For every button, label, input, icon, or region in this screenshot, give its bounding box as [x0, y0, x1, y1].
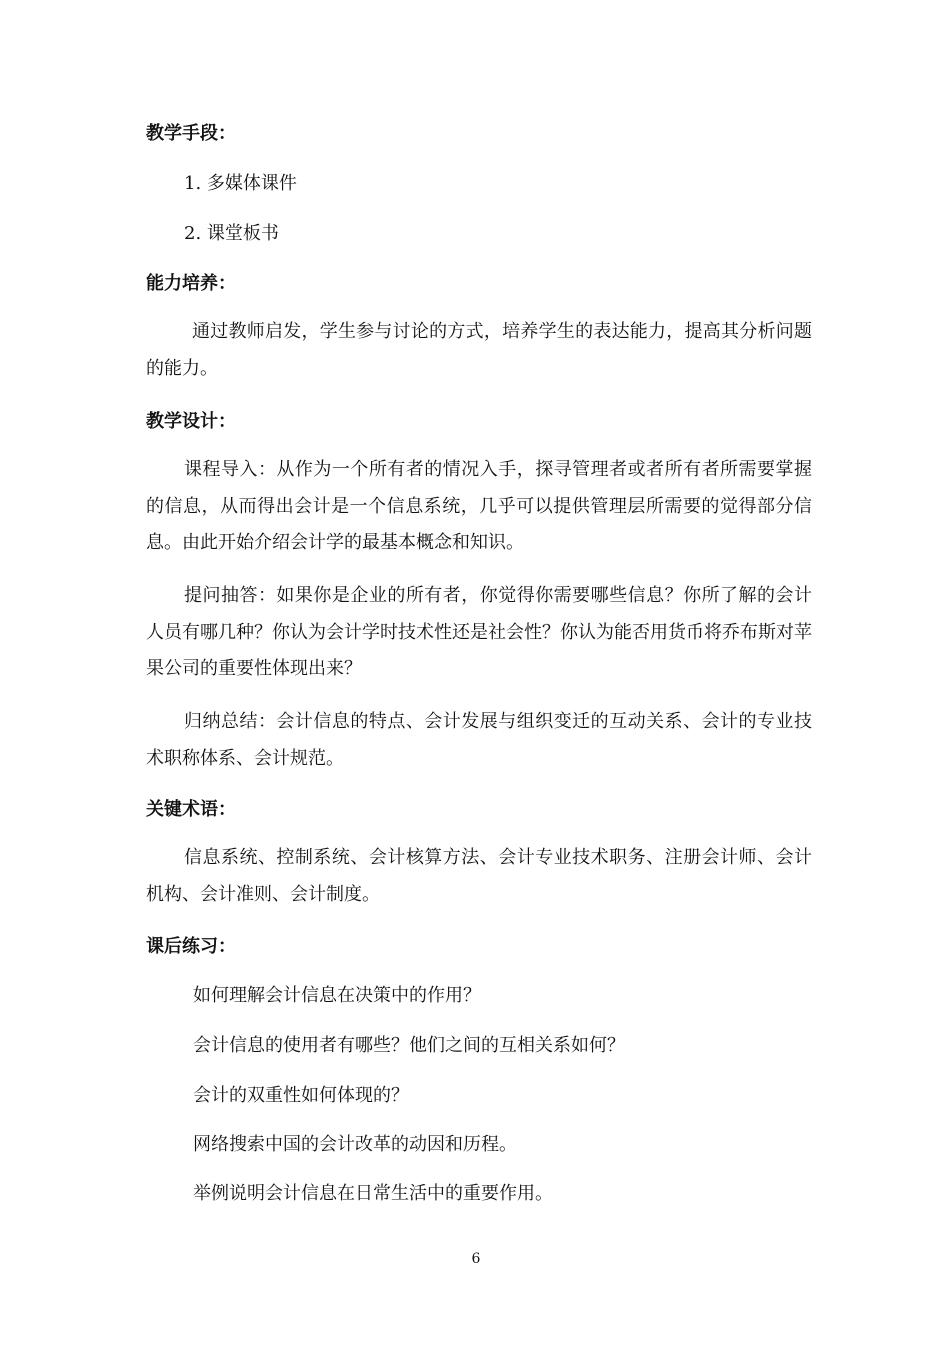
means-item-1: 1. 多媒体课件	[184, 173, 297, 194]
exercise-item: 会计信息的使用者有哪些？他们之间的互相关系如何？	[193, 1035, 625, 1056]
heading-teaching-means: 教学手段：	[146, 123, 236, 144]
exercise-item: 如何理解会计信息在决策中的作用？	[193, 985, 481, 1006]
heading-exercises: 课后练习：	[146, 936, 236, 957]
exercise-item: 网络搜索中国的会计改革的动因和历程。	[193, 1134, 517, 1155]
design-paragraph-summary: 归纳总结：会计信息的特点、会计发展与组织变迁的互动关系、会计的专业技术职称体系、会计规范。	[146, 711, 812, 769]
exercise-item: 举例说明会计信息在日常生活中的重要作用。	[193, 1183, 553, 1204]
design-paragraph-questions: 提问抽答：如果你是企业的所有者，你觉得你需要哪些信息？你所了解的会计人员有哪几种？你认为会计学时技术性还是社会性？你认为能否用货币将乔布斯对苹果公司的重要性体现出来？	[146, 585, 812, 679]
key-terms-paragraph: 信息系统、控制系统、会计核算方法、会计专业技术职务、注册会计师、会计机构、会计准则、会计制度。	[146, 847, 812, 905]
exercise-item: 会计的双重性如何体现的？	[193, 1085, 409, 1106]
page-number: 6	[471, 1251, 481, 1267]
heading-teaching-design: 教学设计：	[146, 411, 236, 432]
heading-key-terms: 关键术语：	[146, 799, 236, 820]
ability-paragraph: 通过教师启发，学生参与讨论的方式，培养学生的表达能力，提高其分析问题的能力。	[146, 321, 812, 379]
design-paragraph-intro: 课程导入：从作为一个所有者的情况入手，探寻管理者或者所有者所需要掌握的信息，从而得出会计是一个信息系统，几乎可以提供管理层所需要的觉得部分信息。由此开始介绍会计学的最基本概念和知识。	[146, 459, 812, 553]
heading-ability-training: 能力培养：	[146, 273, 236, 294]
means-item-2: 2. 课堂板书	[184, 223, 279, 244]
